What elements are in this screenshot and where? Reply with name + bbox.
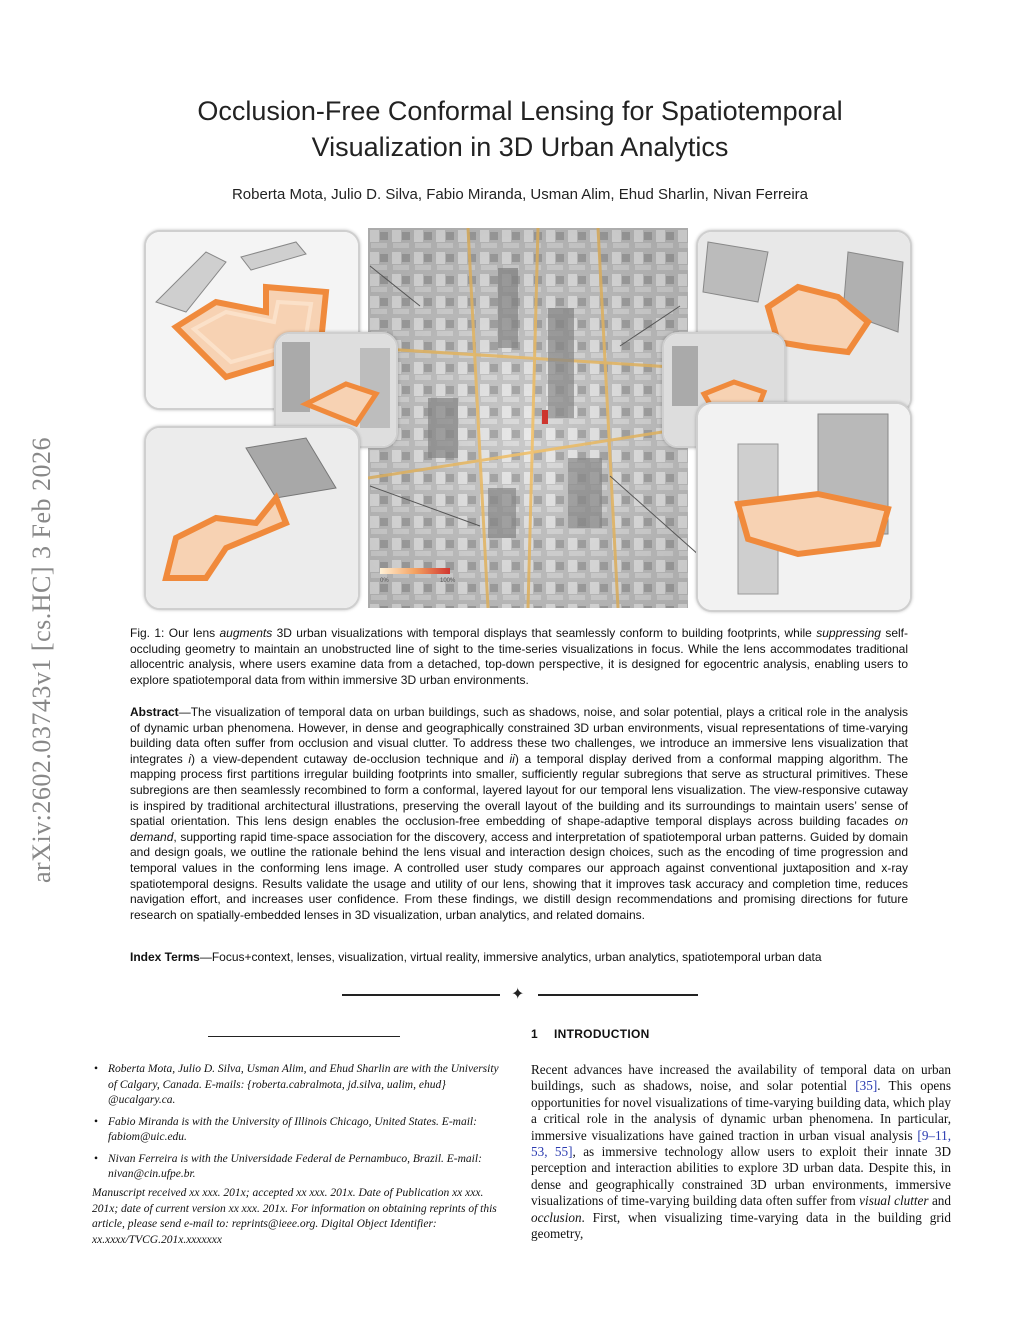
footnote-rule	[208, 1036, 400, 1037]
index-terms	[130, 950, 908, 966]
section-title: INTRODUCTION	[553, 1027, 650, 1041]
caption-emphasis-augments: augments	[219, 626, 273, 640]
lens-panel-bottom-right	[696, 402, 912, 612]
section-heading	[531, 1027, 650, 1041]
abstract-text-3: ) a temporal display derived from a conformal mapping algorithm. The mapping process first partitions irregular building footprints into smaller, sufficiently regular subregions that serve as structural primitives. These subregions are then seamlessly recombined to form a conformal, layered layout for our temporal lens visualization. The view-responsive cutaway is inspired by traditional architectural illustrations, preserving the overall layout of the building and its surroundings to maintain users’ sense of spatial orientation. This lens design enables the occlusion-free embedding of shape-adaptive temporal displays across building facades	[130, 751, 908, 829]
figure-caption	[130, 626, 908, 688]
abstract-text-4: , supporting rapid time-space association for the discovery, access and interpretation of spatiotemporal urban patterns. Guided by domain and design goals, we outline the rationale behind the lens visual and interaction design choices, such as the encoding of time progression and temporal values in the conforming lens image. A controlled user study compares our approach against conventional juxtaposition and x-ray spatiotemporal designs. Results validate the usage and utility of our lens, showing that it improves task accuracy and completion time, reduces navigation effort, and increases user confidence. From these findings, we distill design recommendations and promising directions for future research on spatially-embedded lenses in 3D visualization, urban analytics, and related domains.	[130, 829, 908, 922]
abstract	[130, 705, 908, 923]
abstract-emphasis-ii: ii	[509, 751, 515, 766]
figure-1	[140, 226, 910, 611]
citation-link[interactable]: [9–11, 53, 55]	[531, 1127, 951, 1160]
abstract-emphasis-on-demand: on demand	[130, 814, 908, 844]
divider-star-icon: ✦	[511, 986, 525, 1003]
intro-text-4: and	[928, 1193, 951, 1209]
divider-line-right	[538, 994, 698, 996]
caption-prefix: Fig. 1: Our lens	[130, 626, 220, 640]
intro-text-1: Recent advances have increased the availability of temporal data on urban buildings, such as shadows, noise, and solar potential	[531, 1062, 951, 1094]
legend-max-label: 100%	[440, 578, 456, 584]
paper-title	[120, 93, 920, 165]
caption-emphasis-suppressing: suppressing	[816, 626, 881, 640]
caption-text-mid: 3D urban visualizations with temporal displays that seamlessly conform to building footprints, while	[272, 626, 817, 640]
introduction-paragraph	[531, 1062, 951, 1242]
footnote-item: • Nivan Ferreira is with the Universidade Federal de Pernambuco, Brazil. E-mail: nivan@cin.ufpe.br.	[92, 1152, 504, 1183]
abstract-label: Abstract	[130, 705, 179, 719]
intro-text-3: , as immersive technology allow users to exploit their innate 3D perception and interaction abilities to explore 3D urban data. Despite this, in dense and geographically constrained 3D urban environments, immersive visualizations of time-varying building data often suffer from	[531, 1144, 951, 1209]
index-terms-label: Index Terms	[130, 950, 200, 964]
footnote-item: • Fabio Miranda is with the University of Illinois Chicago, United States. E-mail: fabiom@uic.edu.	[92, 1115, 504, 1146]
section-number: 1	[531, 1027, 538, 1041]
arxiv-identifier: arXiv:2602.03743v1 [cs.HC] 3 Feb 2026	[27, 437, 56, 884]
index-terms-text: —Focus+context, lenses, visualization, virtual reality, immersive analytics, urban analytics, spatiotemporal urban data	[199, 950, 822, 964]
lens-panel-bottom-left	[144, 426, 360, 610]
abstract-text-2: ) a view-dependent cutaway de-occlusion technique and	[191, 751, 510, 766]
manuscript-info: Manuscript received xx xxx. 201x; accepted xx xxx. 201x. Date of Publication xx xxx. 201x; date of current version xx xxx. 201x. For information on obtaining reprints of this article, please send e-mail to: reprints@ieee.org. Digital Object Identifier: xx.xxxx/TVCG.201x.xxxxxxx	[92, 1187, 497, 1246]
footnote-item: • Roberta Mota, Julio D. Silva, Usman Alim, and Ehud Sharlin are with the University of Calgary, Canada. E-mails: {roberta.cabralmota, jd.silva, ualim, ehud} @ucalgary.ca.	[92, 1062, 504, 1109]
citation-link[interactable]: [35]	[855, 1078, 878, 1094]
legend-min-label: 0%	[380, 578, 389, 584]
caption-text-rest: self-occluding geometry to maintain an unobstructed line of sight to the time-series visualizations in focus. While the lens accommodates traditional allocentric analysis, where users examine data from a detached, top-down perspective, it is designed for egocentric analysis, enabling users to explore spatiotemporal data from within immersive 3D urban environments.	[130, 626, 908, 687]
divider-line-left	[342, 994, 500, 996]
intro-emphasis-visual-clutter: visual clutter	[859, 1193, 929, 1209]
abstract-text-1: The visualization of temporal data on urban buildings, such as shadows, noise, and solar potential, plays a critical role in the analysis of dynamic urban phenomena. However, in dense and geographically constrained 3D urban environments, visual representations of time-varying building data often suffer from occlusion and visual clutter. To address these two challenges, we introduce an immersive lens visualization that integrates	[130, 705, 908, 766]
intro-emphasis-occlusion: occlusion	[531, 1209, 582, 1225]
affiliation-footnotes	[92, 1062, 504, 1189]
abstract-dash: —	[178, 705, 191, 719]
abstract-emphasis-i: i	[188, 751, 192, 766]
author-list: Roberta Mota, Julio D. Silva, Fabio Miranda, Usman Alim, Ehud Sharlin, Nivan Ferreira	[231, 186, 809, 203]
section-divider	[342, 986, 698, 1004]
intro-text-5: . First, when visualizing time-varying data in the building grid geometry,	[531, 1209, 951, 1242]
title-line-2: Visualization in 3D Urban Analytics	[311, 132, 729, 162]
title-line-1: Occlusion-Free Conformal Lensing for Spatiotemporal	[197, 96, 843, 126]
intro-text-2: . This opens opportunities for novel visualizations of time-varying building data, which play a critical role in the analysis of dynamic urban phenomena. In particular, immersive visualizations have gained traction in urban visual analysis	[531, 1078, 951, 1143]
